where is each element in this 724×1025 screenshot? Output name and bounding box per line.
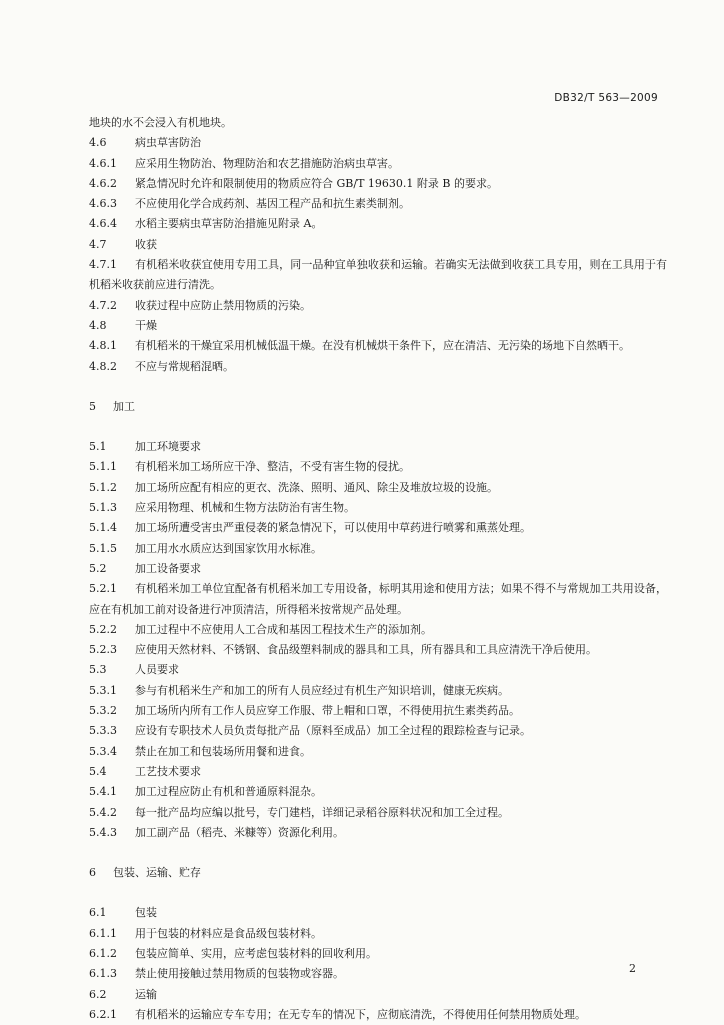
- clause-text: 水稻主要病虫草害防治措施见附录 A。: [135, 217, 323, 231]
- clause-number: 4.6: [89, 136, 107, 150]
- clause-item: [89, 296, 667, 316]
- document-code-header: DB32/T 563—2009: [554, 92, 658, 104]
- clause-number: 5.1.5: [89, 541, 117, 555]
- section-heading: [89, 985, 667, 1005]
- clause-number: 5.4.3: [89, 825, 117, 839]
- clause-text: 包装应简单、实用，应考虑包装材料的回收利用。: [135, 946, 377, 960]
- section-heading: [89, 437, 667, 457]
- section-heading: [89, 133, 667, 153]
- clause-number: 5.4.1: [89, 785, 117, 799]
- clause-text: 加工环境要求: [135, 440, 201, 454]
- clause-item: [89, 518, 667, 538]
- section-heading: [89, 316, 667, 336]
- clause-text: 工艺技术要求: [135, 764, 201, 778]
- clause-text: 加工过程中不应使用人工合成和基因工程技术生产的添加剂。: [135, 622, 432, 636]
- clause-text: 不应使用化学合成药剂、基因工程产品和抗生素类制剂。: [135, 197, 410, 211]
- clause-text: 收获: [135, 237, 157, 251]
- document-body: [89, 113, 667, 1025]
- clause-text: 有机稻米加工场所应干净、整洁，不受有害生物的侵扰。: [135, 460, 410, 474]
- clause-text: 加工过程应防止有机和普通原料混杂。: [135, 785, 322, 799]
- clause-item: [89, 214, 667, 234]
- clause-number: 4.7: [89, 237, 107, 251]
- clause-text: 包装: [135, 906, 157, 920]
- clause-number: 6.1.2: [89, 946, 117, 960]
- clause-item: [89, 457, 667, 477]
- clause-text: 加工设备要求: [135, 561, 201, 575]
- section-heading: [89, 762, 667, 782]
- clause-item: [89, 1005, 667, 1025]
- section-heading: [89, 235, 667, 255]
- clause-number: 5.1.2: [89, 480, 117, 494]
- clause-text: 每一批产品均应编以批号，专门建档，详细记录稻谷原料状况和加工全过程。: [135, 805, 509, 819]
- clause-number: 4.6.2: [89, 176, 117, 190]
- clause-number: 5.2.3: [89, 643, 117, 657]
- clause-number: 5.1.3: [89, 501, 117, 515]
- chapter-heading: [89, 863, 667, 883]
- clause-number: 4.7.2: [89, 298, 117, 312]
- clause-text: 有机稻米加工单位宜配备有机稻米加工专用设备，标明其用途和使用方法；如果不得不与常规加工共用设备，应在有机加工前对设备进行冲顶清洁，所得稻米按常规产品处理。: [89, 582, 667, 616]
- clause-item: [89, 742, 667, 762]
- clause-number: 5.2.2: [89, 622, 117, 636]
- clause-number: 5.4: [89, 764, 107, 778]
- blank-line: [89, 377, 667, 397]
- clause-number: 4.8.2: [89, 359, 117, 373]
- clause-item: [89, 782, 667, 802]
- clause-text: 加工场所内所有工作人员应穿工作服、带上帽和口罩，不得使用抗生素类药品。: [135, 704, 520, 718]
- clause-text: 有机稻米的干燥宜采用机械低温干燥。在没有机械烘干条件下，应在清洁、无污染的场地下自然晒干。: [135, 339, 630, 353]
- clause-text: 禁止在加工和包装场所用餐和进食。: [135, 744, 311, 758]
- clause-text: 禁止使用接触过禁用物质的包装物或容器。: [135, 967, 344, 981]
- clause-number: 5: [89, 399, 96, 413]
- clause-text: 加工场所遭受害虫严重侵袭的紧急情况下，可以使用中草药进行喷雾和熏蒸处理。: [135, 521, 531, 535]
- clause-item: [89, 823, 667, 843]
- clause-number: 6: [89, 866, 96, 880]
- clause-item: [89, 255, 667, 296]
- clause-text: 加工用水水质应达到国家饮用水标准。: [135, 541, 322, 555]
- clause-text: 参与有机稻米生产和加工的所有人员应经过有机生产知识培训，健康无疾病。: [135, 683, 509, 697]
- clause-number: 6.1.1: [89, 926, 117, 940]
- clause-number: 6.1: [89, 906, 107, 920]
- clause-number: 4.6.3: [89, 197, 117, 211]
- clause-item: [89, 194, 667, 214]
- clause-item: [89, 924, 667, 944]
- clause-text: 人员要求: [135, 663, 179, 677]
- clause-text: 收获过程中应防止禁用物质的污染。: [135, 298, 311, 312]
- clause-text: 应采用物理、机械和生物方法防治有害生物。: [135, 501, 355, 515]
- clause-text: 运输: [135, 987, 157, 1001]
- clause-text: 加工: [113, 399, 135, 413]
- clause-number: 5.3.3: [89, 724, 117, 738]
- clause-number: 4.8: [89, 318, 107, 332]
- clause-number: 5.2.1: [89, 582, 117, 596]
- chapter-heading: [89, 397, 667, 417]
- clause-number: 5.2: [89, 561, 107, 575]
- clause-item: [89, 174, 667, 194]
- clause-item: [89, 721, 667, 741]
- clause-item: [89, 681, 667, 701]
- clause-number: 5.1.4: [89, 521, 117, 535]
- clause-text: 有机稻米收获宜使用专用工具，同一品种宜单独收获和运输。若确实无法做到收获工具专用，则在工具用于有机稻米收获前应进行清洗。: [89, 258, 667, 292]
- clause-text: 应采用生物防治、物理防治和农艺措施防治病虫草害。: [135, 156, 399, 170]
- clause-item: [89, 701, 667, 721]
- clause-item: [89, 498, 667, 518]
- clause-number: 5.3.4: [89, 744, 117, 758]
- clause-item: [89, 478, 667, 498]
- clause-number: 4.6.4: [89, 217, 117, 231]
- clause-number: 6.2.1: [89, 1007, 117, 1021]
- clause-text: 地块的水不会浸入有机地块。: [89, 116, 232, 129]
- clause-number: 5.4.2: [89, 805, 117, 819]
- section-heading: [89, 660, 667, 680]
- clause-number: 5.3.1: [89, 683, 117, 697]
- continuation-text: [89, 113, 667, 133]
- clause-number: 5.1: [89, 440, 107, 454]
- clause-text: 紧急情况时允许和限制使用的物质应符合 GB/T 19630.1 附录 B 的要求。: [135, 176, 498, 190]
- clause-item: [89, 640, 667, 660]
- clause-text: 病虫草害防治: [135, 136, 201, 150]
- clause-text: 不应与常规稻混晒。: [135, 359, 234, 373]
- clause-item: [89, 336, 667, 356]
- clause-number: 4.7.1: [89, 258, 117, 272]
- clause-number: 6.2: [89, 987, 107, 1001]
- clause-text: 用于包装的材料应是食品级包装材料。: [135, 926, 322, 940]
- clause-item: [89, 154, 667, 174]
- clause-number: 4.8.1: [89, 339, 117, 353]
- clause-number: 5.1.1: [89, 460, 117, 474]
- clause-item: [89, 539, 667, 559]
- clause-text: 包装、运输、贮存: [113, 866, 201, 880]
- blank-line: [89, 883, 667, 903]
- clause-item: [89, 944, 667, 964]
- page-number: 2: [629, 962, 636, 975]
- clause-item: [89, 964, 667, 984]
- clause-text: 应设有专职技术人员负责每批产品（原料至成品）加工全过程的跟踪检查与记录。: [135, 724, 531, 738]
- clause-item: [89, 620, 667, 640]
- section-heading: [89, 903, 667, 923]
- clause-text: 有机稻米的运输应专车专用；在无专车的情况下，应彻底清洗，不得使用任何禁用物质处理。: [135, 1007, 586, 1021]
- clause-number: 4.6.1: [89, 156, 117, 170]
- clause-number: 5.3.2: [89, 704, 117, 718]
- clause-item: [89, 579, 667, 620]
- blank-line: [89, 843, 667, 863]
- clause-text: 干燥: [135, 318, 157, 332]
- clause-item: [89, 803, 667, 823]
- clause-text: 应使用天然材料、不锈钢、食品级塑料制成的器具和工具，所有器具和工具应清洗干净后使用。: [135, 643, 597, 657]
- clause-text: 加工副产品（稻壳、米糠等）资源化利用。: [135, 825, 344, 839]
- clause-number: 6.1.3: [89, 967, 117, 981]
- blank-line: [89, 417, 667, 437]
- clause-item: [89, 357, 667, 377]
- clause-number: 5.3: [89, 663, 107, 677]
- section-heading: [89, 559, 667, 579]
- clause-text: 加工场所应配有相应的更衣、洗涤、照明、通风、除尘及堆放垃圾的设施。: [135, 480, 498, 494]
